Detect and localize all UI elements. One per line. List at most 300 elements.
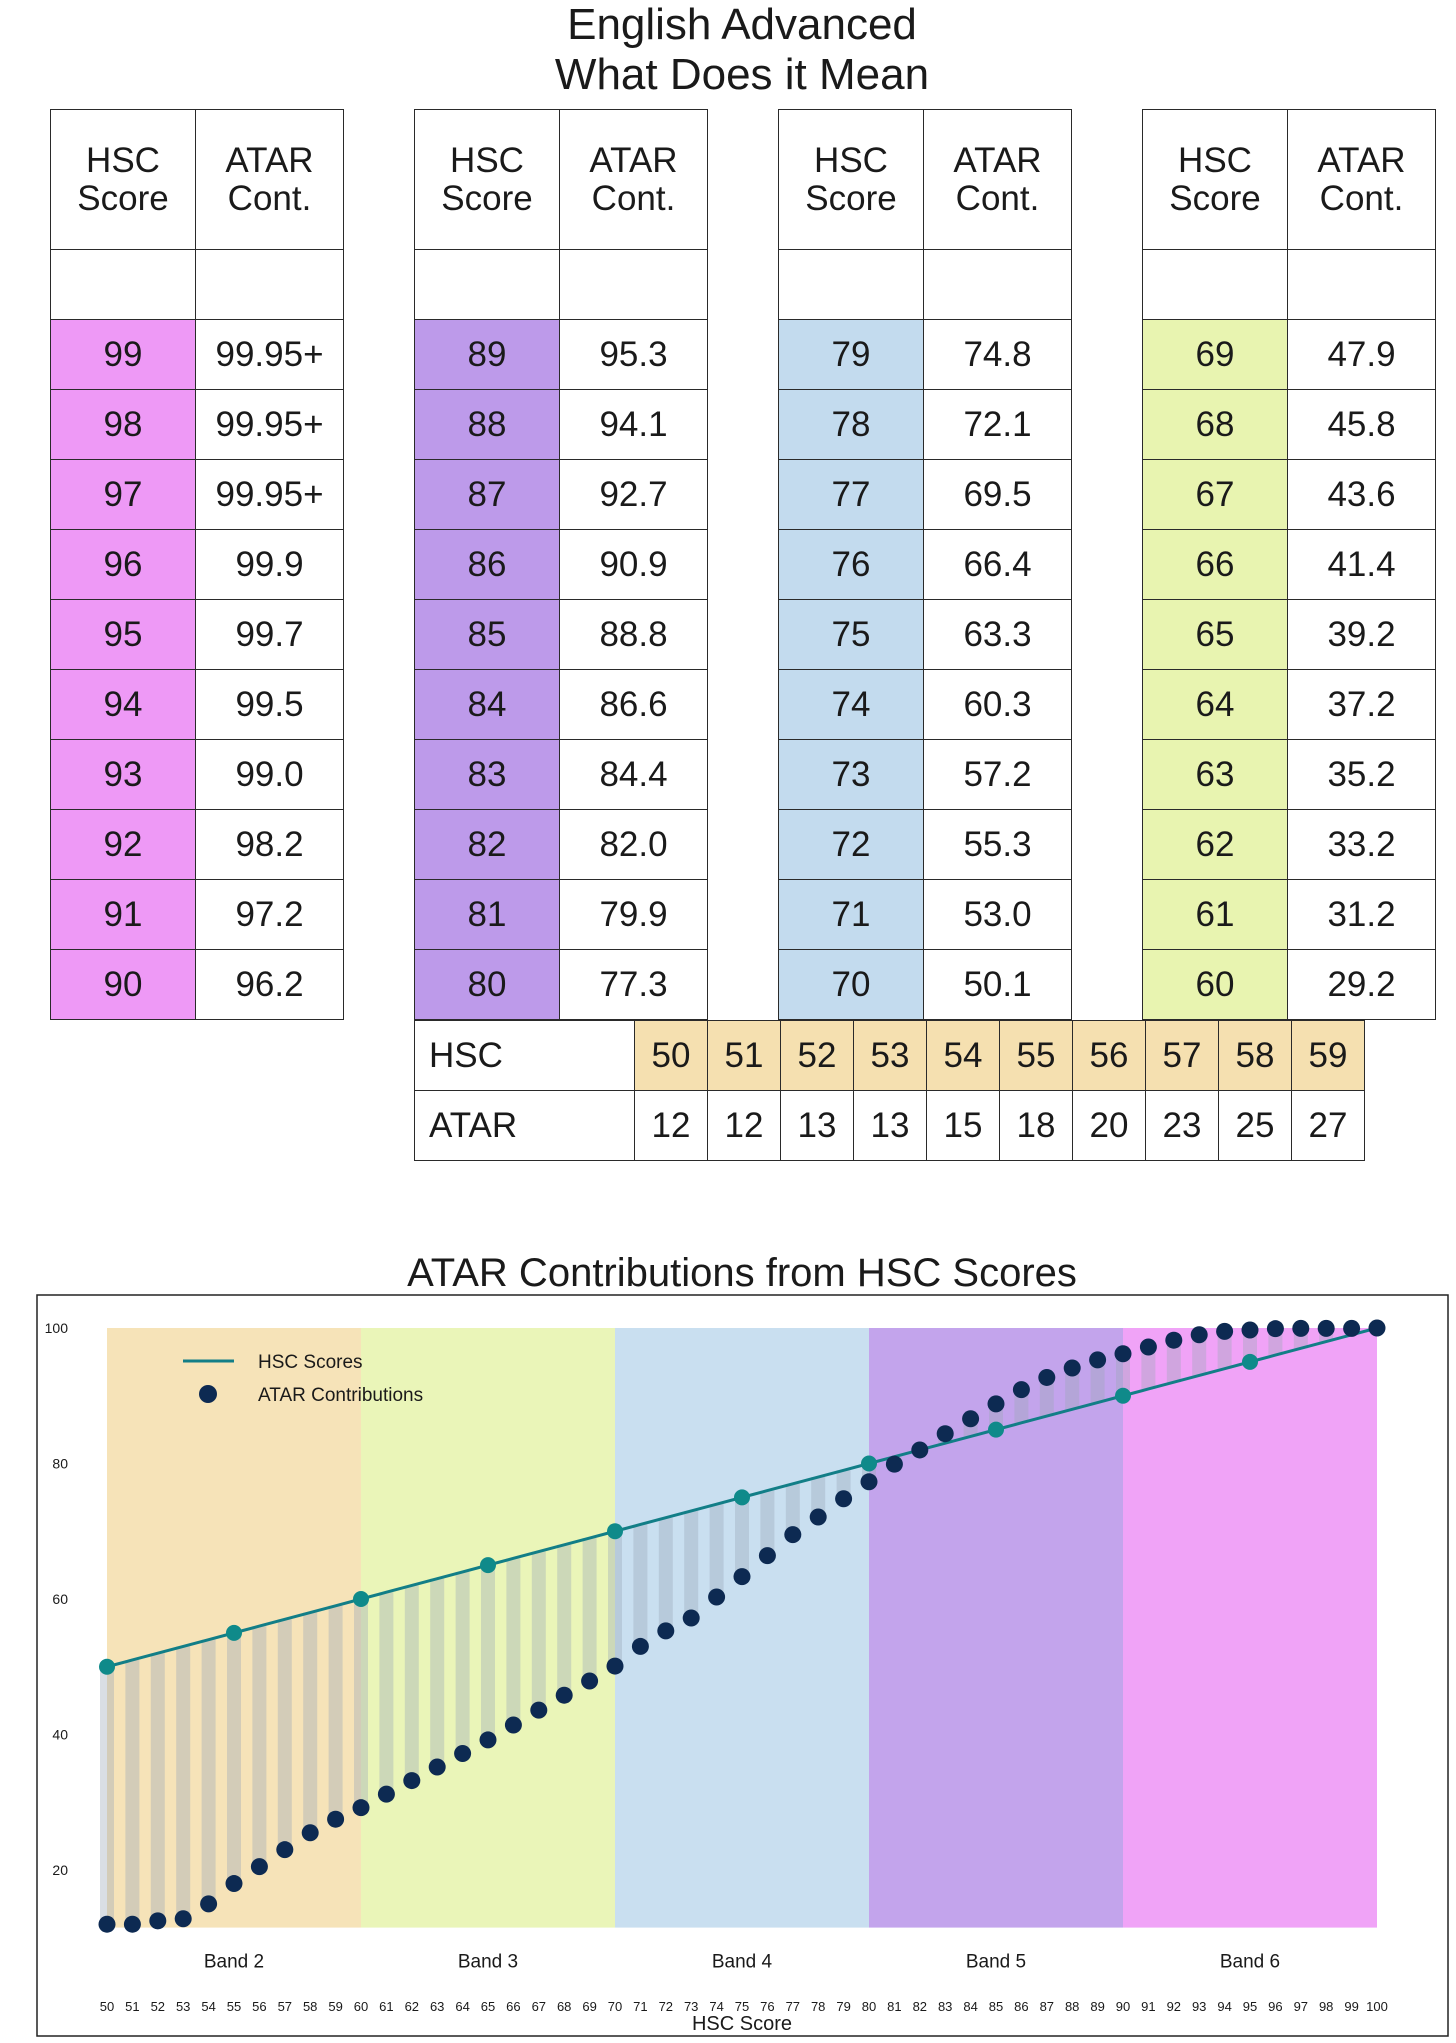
hsc-score-cell: 96 bbox=[51, 530, 196, 600]
hsc-score-cell: 79 bbox=[779, 320, 924, 390]
atar-point bbox=[1064, 1359, 1081, 1376]
header-atar-cont: ATAR Cont. bbox=[1288, 110, 1436, 250]
table-row bbox=[1143, 390, 1436, 460]
x-tick-label: 86 bbox=[1014, 1999, 1029, 2014]
table-row bbox=[51, 740, 344, 810]
atar-point bbox=[124, 1916, 141, 1933]
header-hsc-score: HSC Score bbox=[779, 110, 924, 250]
hsc-score-cell: 81 bbox=[415, 880, 560, 950]
x-tick-label: 71 bbox=[633, 1999, 648, 2014]
atar-point bbox=[251, 1858, 268, 1875]
x-tick-label: 82 bbox=[912, 1999, 928, 2014]
atar-point bbox=[353, 1799, 370, 1816]
hsc-score-cell: 91 bbox=[51, 880, 196, 950]
band-label: Band 2 bbox=[203, 1951, 265, 1973]
hsc-score-cell: 66 bbox=[1143, 530, 1288, 600]
atar-cont-cell: 31.2 bbox=[1288, 880, 1436, 950]
table-row bbox=[779, 740, 1072, 810]
atar-cont-cell: 41.4 bbox=[1288, 530, 1436, 600]
table-row bbox=[415, 810, 708, 880]
x-tick-label: 53 bbox=[175, 1999, 191, 2014]
table-row bbox=[51, 530, 344, 600]
band5-header-row bbox=[415, 110, 708, 250]
atar-point bbox=[911, 1441, 928, 1458]
hsc-score-cell: 95 bbox=[51, 600, 196, 670]
x-tick-label: 87 bbox=[1039, 1999, 1055, 2014]
atar-cont-cell: 53.0 bbox=[924, 880, 1072, 950]
x-tick-label: 69 bbox=[582, 1999, 597, 2014]
atar-cont-cell: 99.5 bbox=[196, 670, 344, 740]
table-row bbox=[779, 670, 1072, 740]
hsc-score-cell: 99 bbox=[51, 320, 196, 390]
band2-atar-cell: 20 bbox=[1073, 1091, 1146, 1161]
atar-point bbox=[632, 1638, 649, 1655]
atar-point bbox=[1216, 1323, 1233, 1340]
atar-point bbox=[556, 1687, 573, 1704]
empty-row bbox=[415, 250, 708, 320]
hsc-point bbox=[99, 1659, 115, 1675]
atar-chart bbox=[0, 1243, 1456, 2043]
hsc-score-cell: 73 bbox=[779, 740, 924, 810]
atar-point bbox=[403, 1772, 420, 1789]
hsc-point bbox=[480, 1557, 496, 1573]
table-row bbox=[1143, 740, 1436, 810]
band2-atar-row bbox=[415, 1091, 1365, 1161]
atar-point bbox=[429, 1759, 446, 1776]
atar-cont-cell: 69.5 bbox=[924, 460, 1072, 530]
atar-point bbox=[734, 1568, 751, 1585]
atar-cont-cell: 92.7 bbox=[560, 460, 708, 530]
table-row bbox=[415, 530, 708, 600]
empty-row bbox=[51, 250, 344, 320]
band2-table bbox=[414, 1020, 1365, 1161]
table-row bbox=[415, 740, 708, 810]
x-tick-label: 73 bbox=[683, 1999, 699, 2014]
hsc-score-cell: 76 bbox=[779, 530, 924, 600]
atar-point bbox=[1089, 1351, 1106, 1368]
hsc-score-cell: 85 bbox=[415, 600, 560, 670]
x-tick-label: 57 bbox=[277, 1999, 293, 2014]
table-row bbox=[1143, 600, 1436, 670]
band-label: Band 5 bbox=[965, 1951, 1027, 1973]
atar-point bbox=[1140, 1338, 1157, 1355]
x-tick-label: 81 bbox=[887, 1999, 902, 2014]
hsc-score-cell: 78 bbox=[779, 390, 924, 460]
band2-hsc-cell: 55 bbox=[1000, 1021, 1073, 1091]
atar-point bbox=[657, 1622, 674, 1639]
atar-cont-cell: 95.3 bbox=[560, 320, 708, 390]
hsc-score-cell: 74 bbox=[779, 670, 924, 740]
table-row bbox=[779, 880, 1072, 950]
x-tick-label: 94 bbox=[1217, 1999, 1232, 2014]
x-tick-label: 78 bbox=[810, 1999, 826, 2014]
empty-cell bbox=[1288, 250, 1436, 320]
legend-atar-label: ATAR Contributions bbox=[258, 1385, 424, 1406]
band-label: Band 6 bbox=[1219, 1951, 1281, 1973]
empty-cell bbox=[924, 250, 1072, 320]
atar-cont-cell: 99.95+ bbox=[196, 390, 344, 460]
band2-hsc-cell: 52 bbox=[781, 1021, 854, 1091]
atar-cont-cell: 88.8 bbox=[560, 600, 708, 670]
atar-cont-cell: 43.6 bbox=[1288, 460, 1436, 530]
band2-hsc-cell: 54 bbox=[927, 1021, 1000, 1091]
x-tick-label: 59 bbox=[328, 1999, 343, 2014]
hsc-score-cell: 69 bbox=[1143, 320, 1288, 390]
table-row bbox=[779, 600, 1072, 670]
atar-cont-cell: 63.3 bbox=[924, 600, 1072, 670]
x-tick-label: 88 bbox=[1064, 1999, 1080, 2014]
atar-point bbox=[708, 1588, 725, 1605]
atar-point bbox=[1165, 1332, 1182, 1349]
hsc-score-cell: 83 bbox=[415, 740, 560, 810]
band2-hsc-cell: 57 bbox=[1146, 1021, 1219, 1091]
atar-point bbox=[200, 1895, 217, 1912]
band2-atar-cell: 18 bbox=[1000, 1091, 1073, 1161]
atar-cont-cell: 97.2 bbox=[196, 880, 344, 950]
band2-hsc-cell: 51 bbox=[708, 1021, 781, 1091]
hsc-score-cell: 62 bbox=[1143, 810, 1288, 880]
band2-hsc-cell: 59 bbox=[1292, 1021, 1365, 1091]
x-axis-label: HSC Score bbox=[691, 2013, 793, 2035]
atar-point bbox=[1343, 1320, 1360, 1337]
atar-point bbox=[1318, 1320, 1335, 1337]
hsc-score-cell: 64 bbox=[1143, 670, 1288, 740]
atar-cont-cell: 99.95+ bbox=[196, 320, 344, 390]
band2-atar-cell: 27 bbox=[1292, 1091, 1365, 1161]
empty-row bbox=[779, 250, 1072, 320]
atar-cont-cell: 99.95+ bbox=[196, 460, 344, 530]
x-tick-label: 89 bbox=[1090, 1999, 1105, 2014]
table-row bbox=[1143, 880, 1436, 950]
atar-point bbox=[1038, 1369, 1055, 1386]
empty-cell bbox=[415, 250, 560, 320]
table-row bbox=[415, 950, 708, 1020]
atar-point bbox=[784, 1526, 801, 1543]
atar-cont-cell: 99.9 bbox=[196, 530, 344, 600]
band6-table bbox=[50, 109, 344, 1020]
table-row bbox=[51, 880, 344, 950]
x-tick-label: 80 bbox=[861, 1999, 877, 2014]
x-tick-label: 90 bbox=[1115, 1999, 1131, 2014]
band4-table bbox=[778, 109, 1072, 1020]
x-tick-label: 62 bbox=[404, 1999, 420, 2014]
hsc-score-cell: 94 bbox=[51, 670, 196, 740]
y-tick-label: 80 bbox=[52, 1455, 68, 1472]
table-row bbox=[779, 950, 1072, 1020]
hsc-point bbox=[353, 1591, 369, 1607]
band2-atar-cell: 13 bbox=[781, 1091, 854, 1161]
atar-cont-cell: 35.2 bbox=[1288, 740, 1436, 810]
band2-atar-cell: 23 bbox=[1146, 1091, 1219, 1161]
atar-point bbox=[454, 1745, 471, 1762]
atar-cont-cell: 33.2 bbox=[1288, 810, 1436, 880]
x-tick-label: 83 bbox=[937, 1999, 953, 2014]
x-tick-label: 66 bbox=[506, 1999, 521, 2014]
hsc-score-cell: 97 bbox=[51, 460, 196, 530]
empty-cell bbox=[196, 250, 344, 320]
atar-point bbox=[175, 1910, 192, 1927]
y-tick-label: 40 bbox=[52, 1726, 68, 1743]
x-tick-label: 51 bbox=[125, 1999, 140, 2014]
chart-title: ATAR Contributions from HSC Scores bbox=[407, 1251, 1077, 1295]
x-tick-label: 61 bbox=[379, 1999, 394, 2014]
hsc-score-cell: 72 bbox=[779, 810, 924, 880]
hsc-score-cell: 60 bbox=[1143, 950, 1288, 1020]
band2-atar-cell: 15 bbox=[927, 1091, 1000, 1161]
atar-point bbox=[607, 1658, 624, 1675]
atar-point bbox=[683, 1609, 700, 1626]
atar-point bbox=[835, 1490, 852, 1507]
band3-table bbox=[1142, 109, 1436, 1020]
atar-point bbox=[1242, 1322, 1259, 1339]
atar-cont-cell: 57.2 bbox=[924, 740, 1072, 810]
band2-atar-cell: 13 bbox=[854, 1091, 927, 1161]
atar-cont-cell: 74.8 bbox=[924, 320, 1072, 390]
atar-point bbox=[1191, 1326, 1208, 1343]
x-tick-label: 91 bbox=[1141, 1999, 1156, 2014]
atar-point bbox=[1267, 1320, 1284, 1337]
hsc-score-cell: 80 bbox=[415, 950, 560, 1020]
atar-point bbox=[886, 1456, 903, 1473]
table-row bbox=[51, 460, 344, 530]
table-row bbox=[779, 390, 1072, 460]
x-tick-label: 67 bbox=[531, 1999, 547, 2014]
atar-point bbox=[276, 1841, 293, 1858]
atar-cont-cell: 55.3 bbox=[924, 810, 1072, 880]
table-row bbox=[779, 320, 1072, 390]
hsc-score-cell: 88 bbox=[415, 390, 560, 460]
band5-table bbox=[414, 109, 708, 1020]
x-tick-label: 96 bbox=[1268, 1999, 1283, 2014]
hsc-score-cell: 77 bbox=[779, 460, 924, 530]
atar-cont-cell: 72.1 bbox=[924, 390, 1072, 460]
x-tick-label: 79 bbox=[836, 1999, 851, 2014]
x-tick-label: 60 bbox=[353, 1999, 369, 2014]
hsc-score-cell: 87 bbox=[415, 460, 560, 530]
atar-cont-cell: 99.7 bbox=[196, 600, 344, 670]
hsc-score-cell: 75 bbox=[779, 600, 924, 670]
table-row bbox=[1143, 810, 1436, 880]
table-row bbox=[1143, 320, 1436, 390]
atar-point bbox=[810, 1509, 827, 1526]
table-row bbox=[1143, 460, 1436, 530]
atar-cont-cell: 39.2 bbox=[1288, 600, 1436, 670]
table-row bbox=[51, 950, 344, 1020]
band2-hsc-cell: 56 bbox=[1073, 1021, 1146, 1091]
atar-point bbox=[226, 1875, 243, 1892]
table-row bbox=[779, 460, 1072, 530]
x-tick-label: 97 bbox=[1293, 1999, 1309, 2014]
x-tick-label: 100 bbox=[1366, 1999, 1388, 2014]
table-row bbox=[415, 670, 708, 740]
hsc-score-cell: 70 bbox=[779, 950, 924, 1020]
atar-point bbox=[505, 1717, 522, 1734]
atar-point bbox=[1369, 1320, 1386, 1337]
hsc-point bbox=[1242, 1354, 1258, 1370]
x-tick-label: 55 bbox=[226, 1999, 242, 2014]
x-tick-label: 72 bbox=[658, 1999, 674, 2014]
hsc-score-cell: 82 bbox=[415, 810, 560, 880]
hsc-score-cell: 86 bbox=[415, 530, 560, 600]
empty-cell bbox=[1143, 250, 1288, 320]
header-hsc-score: HSC Score bbox=[51, 110, 196, 250]
table-row bbox=[415, 600, 708, 670]
band2-atar-cell: 12 bbox=[708, 1091, 781, 1161]
hsc-point bbox=[988, 1422, 1004, 1438]
x-tick-label: 74 bbox=[709, 1999, 724, 2014]
hsc-score-cell: 65 bbox=[1143, 600, 1288, 670]
x-tick-label: 58 bbox=[302, 1999, 318, 2014]
table-row bbox=[1143, 530, 1436, 600]
empty-row bbox=[1143, 250, 1436, 320]
atar-cont-cell: 60.3 bbox=[924, 670, 1072, 740]
y-tick-label: 100 bbox=[44, 1320, 68, 1336]
hsc-score-cell: 89 bbox=[415, 320, 560, 390]
table-row bbox=[415, 320, 708, 390]
empty-cell bbox=[560, 250, 708, 320]
band2-atar-cell: 25 bbox=[1219, 1091, 1292, 1161]
atar-point bbox=[149, 1912, 166, 1929]
band3-header-row bbox=[1143, 110, 1436, 250]
table-row bbox=[779, 810, 1072, 880]
atar-point bbox=[759, 1547, 776, 1564]
band-region-6 bbox=[1123, 1328, 1377, 1928]
atar-point bbox=[378, 1786, 395, 1803]
hsc-score-cell: 93 bbox=[51, 740, 196, 810]
atar-point bbox=[937, 1425, 954, 1442]
hsc-point bbox=[1115, 1388, 1131, 1404]
table-row bbox=[51, 810, 344, 880]
hsc-score-cell: 84 bbox=[415, 670, 560, 740]
x-tick-label: 65 bbox=[480, 1999, 496, 2014]
table-row bbox=[1143, 670, 1436, 740]
x-tick-label: 77 bbox=[785, 1999, 801, 2014]
atar-cont-cell: 50.1 bbox=[924, 950, 1072, 1020]
x-tick-label: 98 bbox=[1318, 1999, 1334, 2014]
hsc-score-cell: 68 bbox=[1143, 390, 1288, 460]
band2-hsc-row bbox=[415, 1021, 1365, 1091]
hsc-score-cell: 63 bbox=[1143, 740, 1288, 810]
hsc-point bbox=[226, 1625, 242, 1641]
x-tick-label: 85 bbox=[988, 1999, 1004, 2014]
x-tick-label: 64 bbox=[455, 1999, 470, 2014]
atar-cont-cell: 82.0 bbox=[560, 810, 708, 880]
atar-point bbox=[99, 1916, 116, 1933]
table-row bbox=[51, 390, 344, 460]
atar-cont-cell: 77.3 bbox=[560, 950, 708, 1020]
page-title-line2: What Does it Mean bbox=[554, 50, 930, 99]
table-row bbox=[415, 460, 708, 530]
atar-cont-cell: 94.1 bbox=[560, 390, 708, 460]
atar-cont-cell: 96.2 bbox=[196, 950, 344, 1020]
x-tick-label: 93 bbox=[1191, 1999, 1207, 2014]
atar-cont-cell: 79.9 bbox=[560, 880, 708, 950]
atar-cont-cell: 98.2 bbox=[196, 810, 344, 880]
page-title bbox=[0, 0, 1456, 100]
atar-point bbox=[480, 1731, 497, 1748]
hsc-score-cell: 92 bbox=[51, 810, 196, 880]
atar-point bbox=[530, 1702, 547, 1719]
atar-cont-cell: 47.9 bbox=[1288, 320, 1436, 390]
atar-point bbox=[327, 1811, 344, 1828]
header-hsc-score: HSC Score bbox=[415, 110, 560, 250]
x-tick-label: 68 bbox=[556, 1999, 572, 2014]
x-tick-label: 56 bbox=[252, 1999, 267, 2014]
hsc-score-cell: 61 bbox=[1143, 880, 1288, 950]
band2-hsc-cell: 58 bbox=[1219, 1021, 1292, 1091]
page-title-line1: English Advanced bbox=[567, 0, 917, 49]
atar-point bbox=[962, 1410, 979, 1427]
table-row bbox=[51, 600, 344, 670]
x-tick-label: 99 bbox=[1344, 1999, 1359, 2014]
hsc-point bbox=[734, 1489, 750, 1505]
atar-cont-cell: 45.8 bbox=[1288, 390, 1436, 460]
x-tick-label: 54 bbox=[201, 1999, 216, 2014]
x-tick-label: 75 bbox=[734, 1999, 750, 2014]
band2-hsc-cell: 50 bbox=[635, 1021, 708, 1091]
table-row bbox=[415, 880, 708, 950]
hsc-score-cell: 71 bbox=[779, 880, 924, 950]
atar-point bbox=[861, 1473, 878, 1490]
empty-cell bbox=[779, 250, 924, 320]
x-tick-label: 84 bbox=[963, 1999, 978, 2014]
atar-cont-cell: 29.2 bbox=[1288, 950, 1436, 1020]
atar-point bbox=[1013, 1381, 1030, 1398]
legend-atar-marker bbox=[199, 1385, 217, 1403]
band-label: Band 4 bbox=[711, 1951, 773, 1973]
band2-atar-label: ATAR bbox=[415, 1091, 635, 1161]
x-tick-label: 63 bbox=[429, 1999, 445, 2014]
hsc-point bbox=[607, 1523, 623, 1539]
atar-cont-cell: 90.9 bbox=[560, 530, 708, 600]
table-row bbox=[415, 390, 708, 460]
x-tick-label: 95 bbox=[1242, 1999, 1258, 2014]
x-tick-label: 76 bbox=[760, 1999, 775, 2014]
x-tick-label: 70 bbox=[607, 1999, 623, 2014]
table-row bbox=[1143, 950, 1436, 1020]
atar-point bbox=[1115, 1345, 1132, 1362]
atar-point bbox=[1292, 1320, 1309, 1337]
atar-point bbox=[302, 1824, 319, 1841]
band2-hsc-cell: 53 bbox=[854, 1021, 927, 1091]
table-row bbox=[51, 320, 344, 390]
x-tick-label: 50 bbox=[99, 1999, 115, 2014]
legend-hsc-label: HSC Scores bbox=[258, 1352, 363, 1373]
x-tick-label: 92 bbox=[1166, 1999, 1182, 2014]
hsc-score-cell: 98 bbox=[51, 390, 196, 460]
band4-header-row bbox=[779, 110, 1072, 250]
hsc-score-cell: 67 bbox=[1143, 460, 1288, 530]
atar-cont-cell: 86.6 bbox=[560, 670, 708, 740]
table-row bbox=[779, 530, 1072, 600]
atar-cont-cell: 84.4 bbox=[560, 740, 708, 810]
header-atar-cont: ATAR Cont. bbox=[196, 110, 344, 250]
atar-point bbox=[988, 1395, 1005, 1412]
band-label: Band 3 bbox=[457, 1951, 519, 1973]
atar-point bbox=[581, 1672, 598, 1689]
atar-cont-cell: 99.0 bbox=[196, 740, 344, 810]
header-hsc-score: HSC Score bbox=[1143, 110, 1288, 250]
band6-header-row bbox=[51, 110, 344, 250]
band2-hsc-label: HSC bbox=[415, 1021, 635, 1091]
atar-cont-cell: 37.2 bbox=[1288, 670, 1436, 740]
table-row bbox=[51, 670, 344, 740]
hsc-score-cell: 90 bbox=[51, 950, 196, 1020]
x-tick-label: 52 bbox=[150, 1999, 166, 2014]
band2-atar-cell: 12 bbox=[635, 1091, 708, 1161]
hsc-point bbox=[861, 1456, 877, 1472]
empty-cell bbox=[51, 250, 196, 320]
